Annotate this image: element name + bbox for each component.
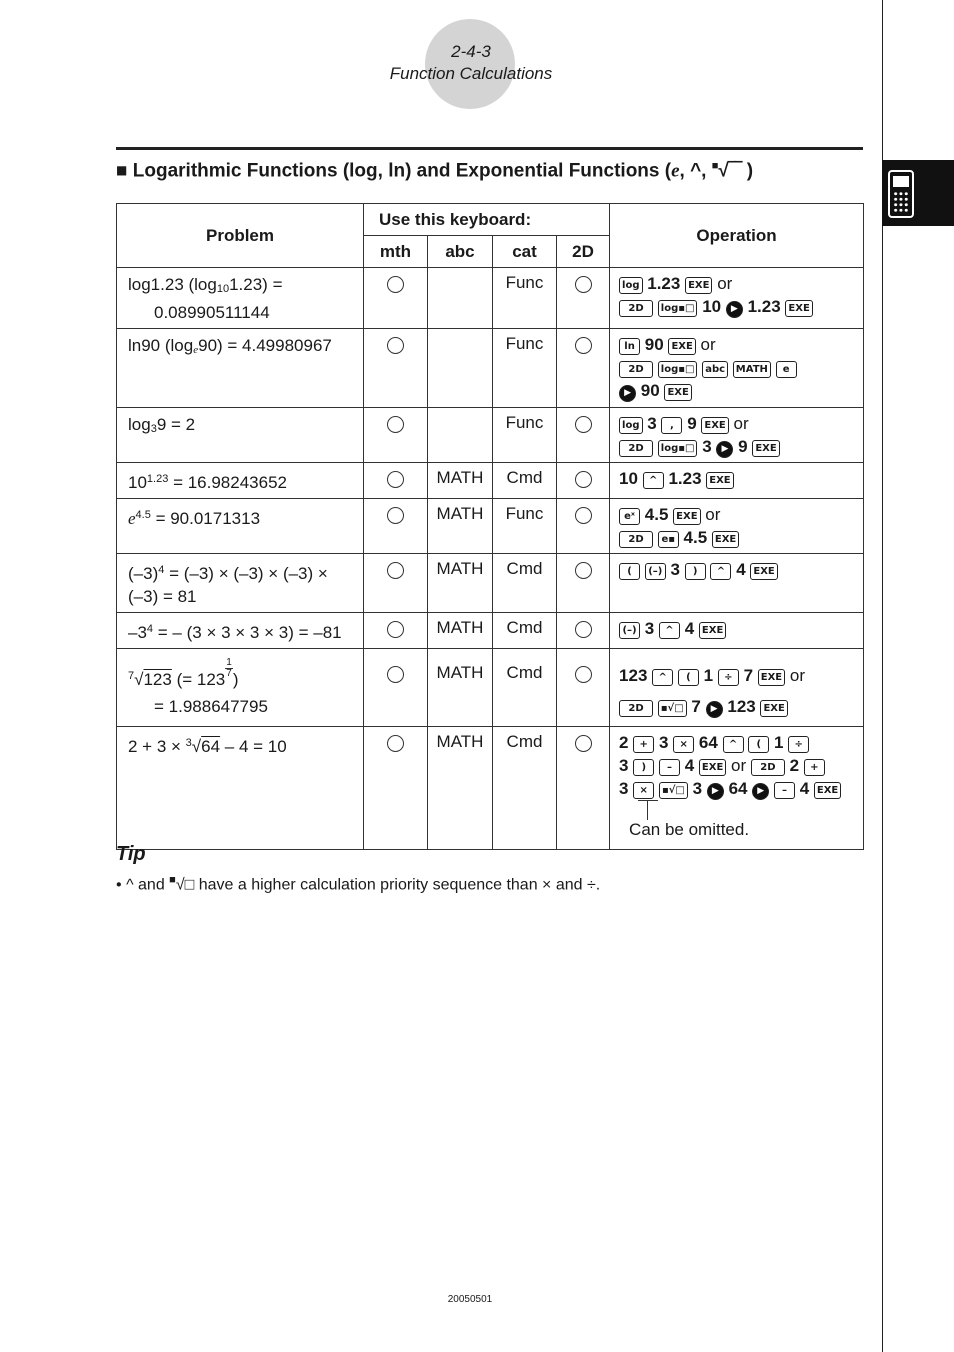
operation-cell: ln 90 EXE or 2D log▪□ abc MATH e ▶ 90 EXE (610, 329, 864, 408)
negative-key-icon: (–) (619, 622, 640, 639)
power-key-icon: ^ (659, 622, 680, 639)
table-row (117, 408, 864, 463)
operation-cell: 2 + 3 × 64 ^ ( 1 ÷ 3 ) – 4 EXE or 2D 2 + 3 × ▪√□ 3 ▶ 64 ▶ – 4 EXE Can be omitted. (610, 727, 864, 850)
ex-key-icon: eˣ (619, 508, 640, 525)
power-key-icon: ^ (652, 669, 673, 686)
check-circle-icon (387, 471, 404, 488)
math-key-icon: MATH (733, 361, 771, 378)
tip-title: Tip (116, 843, 146, 865)
exe-key-icon: EXE (664, 384, 691, 401)
comma-key-icon: , (661, 417, 682, 434)
right-arrow-key-icon: ▶ (619, 385, 636, 402)
log-key-icon: log (619, 417, 642, 434)
cat-cell: Cmd (493, 613, 557, 649)
table-row (117, 554, 864, 613)
2d-key-icon: 2D (619, 300, 653, 317)
section-rule (116, 147, 863, 150)
table-row (117, 499, 864, 554)
left-paren-key-icon: ( (619, 563, 640, 580)
exe-key-icon: EXE (760, 700, 787, 717)
footer-code: 20050501 (447, 1294, 493, 1305)
header-2d: 2D (557, 236, 610, 268)
exe-key-icon: EXE (712, 531, 739, 548)
e-power-key-icon: e▪ (658, 531, 679, 548)
divide-key-icon: ÷ (718, 669, 739, 686)
abc-cell (428, 329, 493, 408)
cat-cell: Func (493, 408, 557, 463)
minus-key-icon: – (774, 782, 795, 799)
check-circle-icon (575, 507, 592, 524)
operation-cell: ( (–) 3 ) ^ 4 EXE (610, 554, 864, 613)
divide-key-icon: ÷ (788, 736, 809, 753)
problem-cell: $^7$√123 (= 123 $\frac{1}{7}$ ) = 1.988647795 (117, 649, 364, 727)
table-row (117, 329, 864, 408)
check-circle-icon (387, 507, 404, 524)
abc-cell: MATH (428, 649, 493, 727)
check-circle-icon (387, 416, 404, 433)
table-row (117, 268, 864, 329)
left-paren-key-icon: ( (748, 736, 769, 753)
logab-key-icon: log▪□ (658, 440, 698, 457)
times-key-icon: × (633, 782, 654, 799)
cat-cell: Func (493, 268, 557, 329)
operation-cell: 10 ^ 1.23 EXE (610, 463, 864, 499)
problem-cell: log39 = 2 (117, 408, 364, 463)
operations-table (116, 203, 864, 850)
check-circle-icon (387, 735, 404, 752)
cat-cell: Cmd (493, 649, 557, 727)
exe-key-icon: EXE (706, 472, 733, 489)
check-circle-icon (575, 337, 592, 354)
exe-key-icon: EXE (758, 669, 785, 686)
header-mth: mth (364, 236, 428, 268)
abc-cell (428, 408, 493, 463)
exe-key-icon: EXE (814, 782, 841, 799)
exe-key-icon: EXE (701, 417, 728, 434)
operation-cell: log 3 , 9 EXE or 2D log▪□ 3 ▶ 9 EXE (610, 408, 864, 463)
2d-key-icon: 2D (619, 440, 653, 457)
problem-cell: $10^{1.23} = 16.98243652$ (117, 463, 364, 499)
power-key-icon: ^ (710, 563, 731, 580)
operation-cell: 123 ^ ( 1 ÷ 7 EXE or 2D ▪√□ 7 ▶ 123 EXE (610, 649, 864, 727)
check-circle-icon (387, 666, 404, 683)
check-circle-icon (575, 471, 592, 488)
table-row (117, 463, 864, 499)
2d-key-icon: 2D (619, 700, 653, 717)
exe-key-icon: EXE (699, 622, 726, 639)
cat-cell: Cmd (493, 463, 557, 499)
operation-cell: eˣ 4.5 EXE or 2D e▪ 4.5 EXE (610, 499, 864, 554)
problem-cell: log1.23 (log101.23) = 0.08990511144 (117, 268, 364, 329)
problem-cell: ln90 (loge90) = 4.49980967 (117, 329, 364, 408)
cat-cell: Func (493, 499, 557, 554)
plus-key-icon: + (633, 736, 654, 753)
right-arrow-key-icon: ▶ (726, 301, 743, 318)
exe-key-icon: EXE (668, 338, 695, 355)
right-arrow-key-icon: ▶ (716, 441, 733, 458)
operation-cell: log 1.23 EXE or 2D log▪□ 10 ▶ 1.23 EXE (610, 268, 864, 329)
abc-cell (428, 268, 493, 329)
check-circle-icon (575, 735, 592, 752)
abc-cell: MATH (428, 463, 493, 499)
right-arrow-key-icon: ▶ (707, 783, 724, 800)
abc-cell: MATH (428, 613, 493, 649)
abc-cell: MATH (428, 554, 493, 613)
table-row (117, 613, 864, 649)
negative-key-icon: (–) (645, 563, 666, 580)
minus-key-icon: – (659, 759, 680, 776)
right-paren-key-icon: ) (685, 563, 706, 580)
log-key-icon: log (619, 277, 642, 294)
section-title: ■ Logarithmic Functions (log, ln) and Exponential Functions (e, ^, ■√‾‾ ) (116, 160, 754, 182)
problem-cell: 2 + 3 × $^3$√64 – 4 = 10 (117, 727, 364, 850)
2d-key-icon: 2D (751, 759, 785, 776)
right-paren-key-icon: ) (633, 759, 654, 776)
header-keyboard: Use this keyboard: (364, 204, 610, 236)
abc-key-icon: abc (702, 361, 728, 378)
operation-cell: (–) 3 ^ 4 EXE (610, 613, 864, 649)
check-circle-icon (387, 276, 404, 293)
check-circle-icon (575, 562, 592, 579)
2d-key-icon: 2D (619, 531, 653, 548)
2d-key-icon: 2D (619, 361, 653, 378)
calculator-icon (888, 170, 914, 218)
omit-bracket (647, 800, 666, 820)
header-cat: cat (493, 236, 557, 268)
nth-root-key-icon: ▪√□ (659, 782, 688, 799)
exe-key-icon: EXE (699, 759, 726, 776)
omit-note: Can be omitted. (629, 820, 750, 839)
check-circle-icon (575, 621, 592, 638)
header-problem: Problem (117, 204, 364, 268)
check-circle-icon (387, 337, 404, 354)
check-circle-icon (387, 621, 404, 638)
tip-text: • ^ and ■√□ have a higher calculation priority sequence than × and ÷. (116, 874, 601, 894)
logab-key-icon: log▪□ (658, 300, 698, 317)
right-arrow-key-icon: ▶ (752, 783, 769, 800)
abc-cell: MATH (428, 499, 493, 554)
table-row (117, 649, 864, 727)
problem-cell: $e^{4.5} = 90.0171313$ (117, 499, 364, 554)
ln-key-icon: ln (619, 338, 640, 355)
problem-cell: $(-3)^4 = (-3) \times (-3) \times (-3)$ × (–3) = 81 (117, 554, 364, 613)
abc-cell: MATH (428, 727, 493, 850)
check-circle-icon (387, 562, 404, 579)
problem-cell: $-3^4$ = – (3 × 3 × 3 × 3) = –81 (117, 613, 364, 649)
chapter-tab (882, 160, 954, 226)
plus-key-icon: + (804, 759, 825, 776)
exe-key-icon: EXE (750, 563, 777, 580)
right-arrow-key-icon: ▶ (706, 701, 723, 718)
logab-key-icon: log▪□ (658, 361, 698, 378)
section-name: Function Calculations (389, 64, 553, 83)
exe-key-icon: EXE (673, 508, 700, 525)
check-circle-icon (575, 276, 592, 293)
cat-cell: Func (493, 329, 557, 408)
times-key-icon: × (673, 736, 694, 753)
header-operation: Operation (610, 204, 864, 268)
table-row (117, 727, 864, 850)
page-number: 2-4-3 (451, 42, 491, 61)
cat-cell: Cmd (493, 554, 557, 613)
e-key-icon: e (776, 361, 797, 378)
check-circle-icon (575, 666, 592, 683)
header-abc: abc (428, 236, 493, 268)
power-key-icon: ^ (643, 472, 664, 489)
exe-key-icon: EXE (785, 300, 812, 317)
check-circle-icon (575, 416, 592, 433)
power-key-icon: ^ (723, 736, 744, 753)
cat-cell: Cmd (493, 727, 557, 850)
nth-root-key-icon: ▪√□ (658, 700, 687, 717)
exe-key-icon: EXE (685, 277, 712, 294)
left-paren-key-icon: ( (678, 669, 699, 686)
exe-key-icon: EXE (752, 440, 779, 457)
